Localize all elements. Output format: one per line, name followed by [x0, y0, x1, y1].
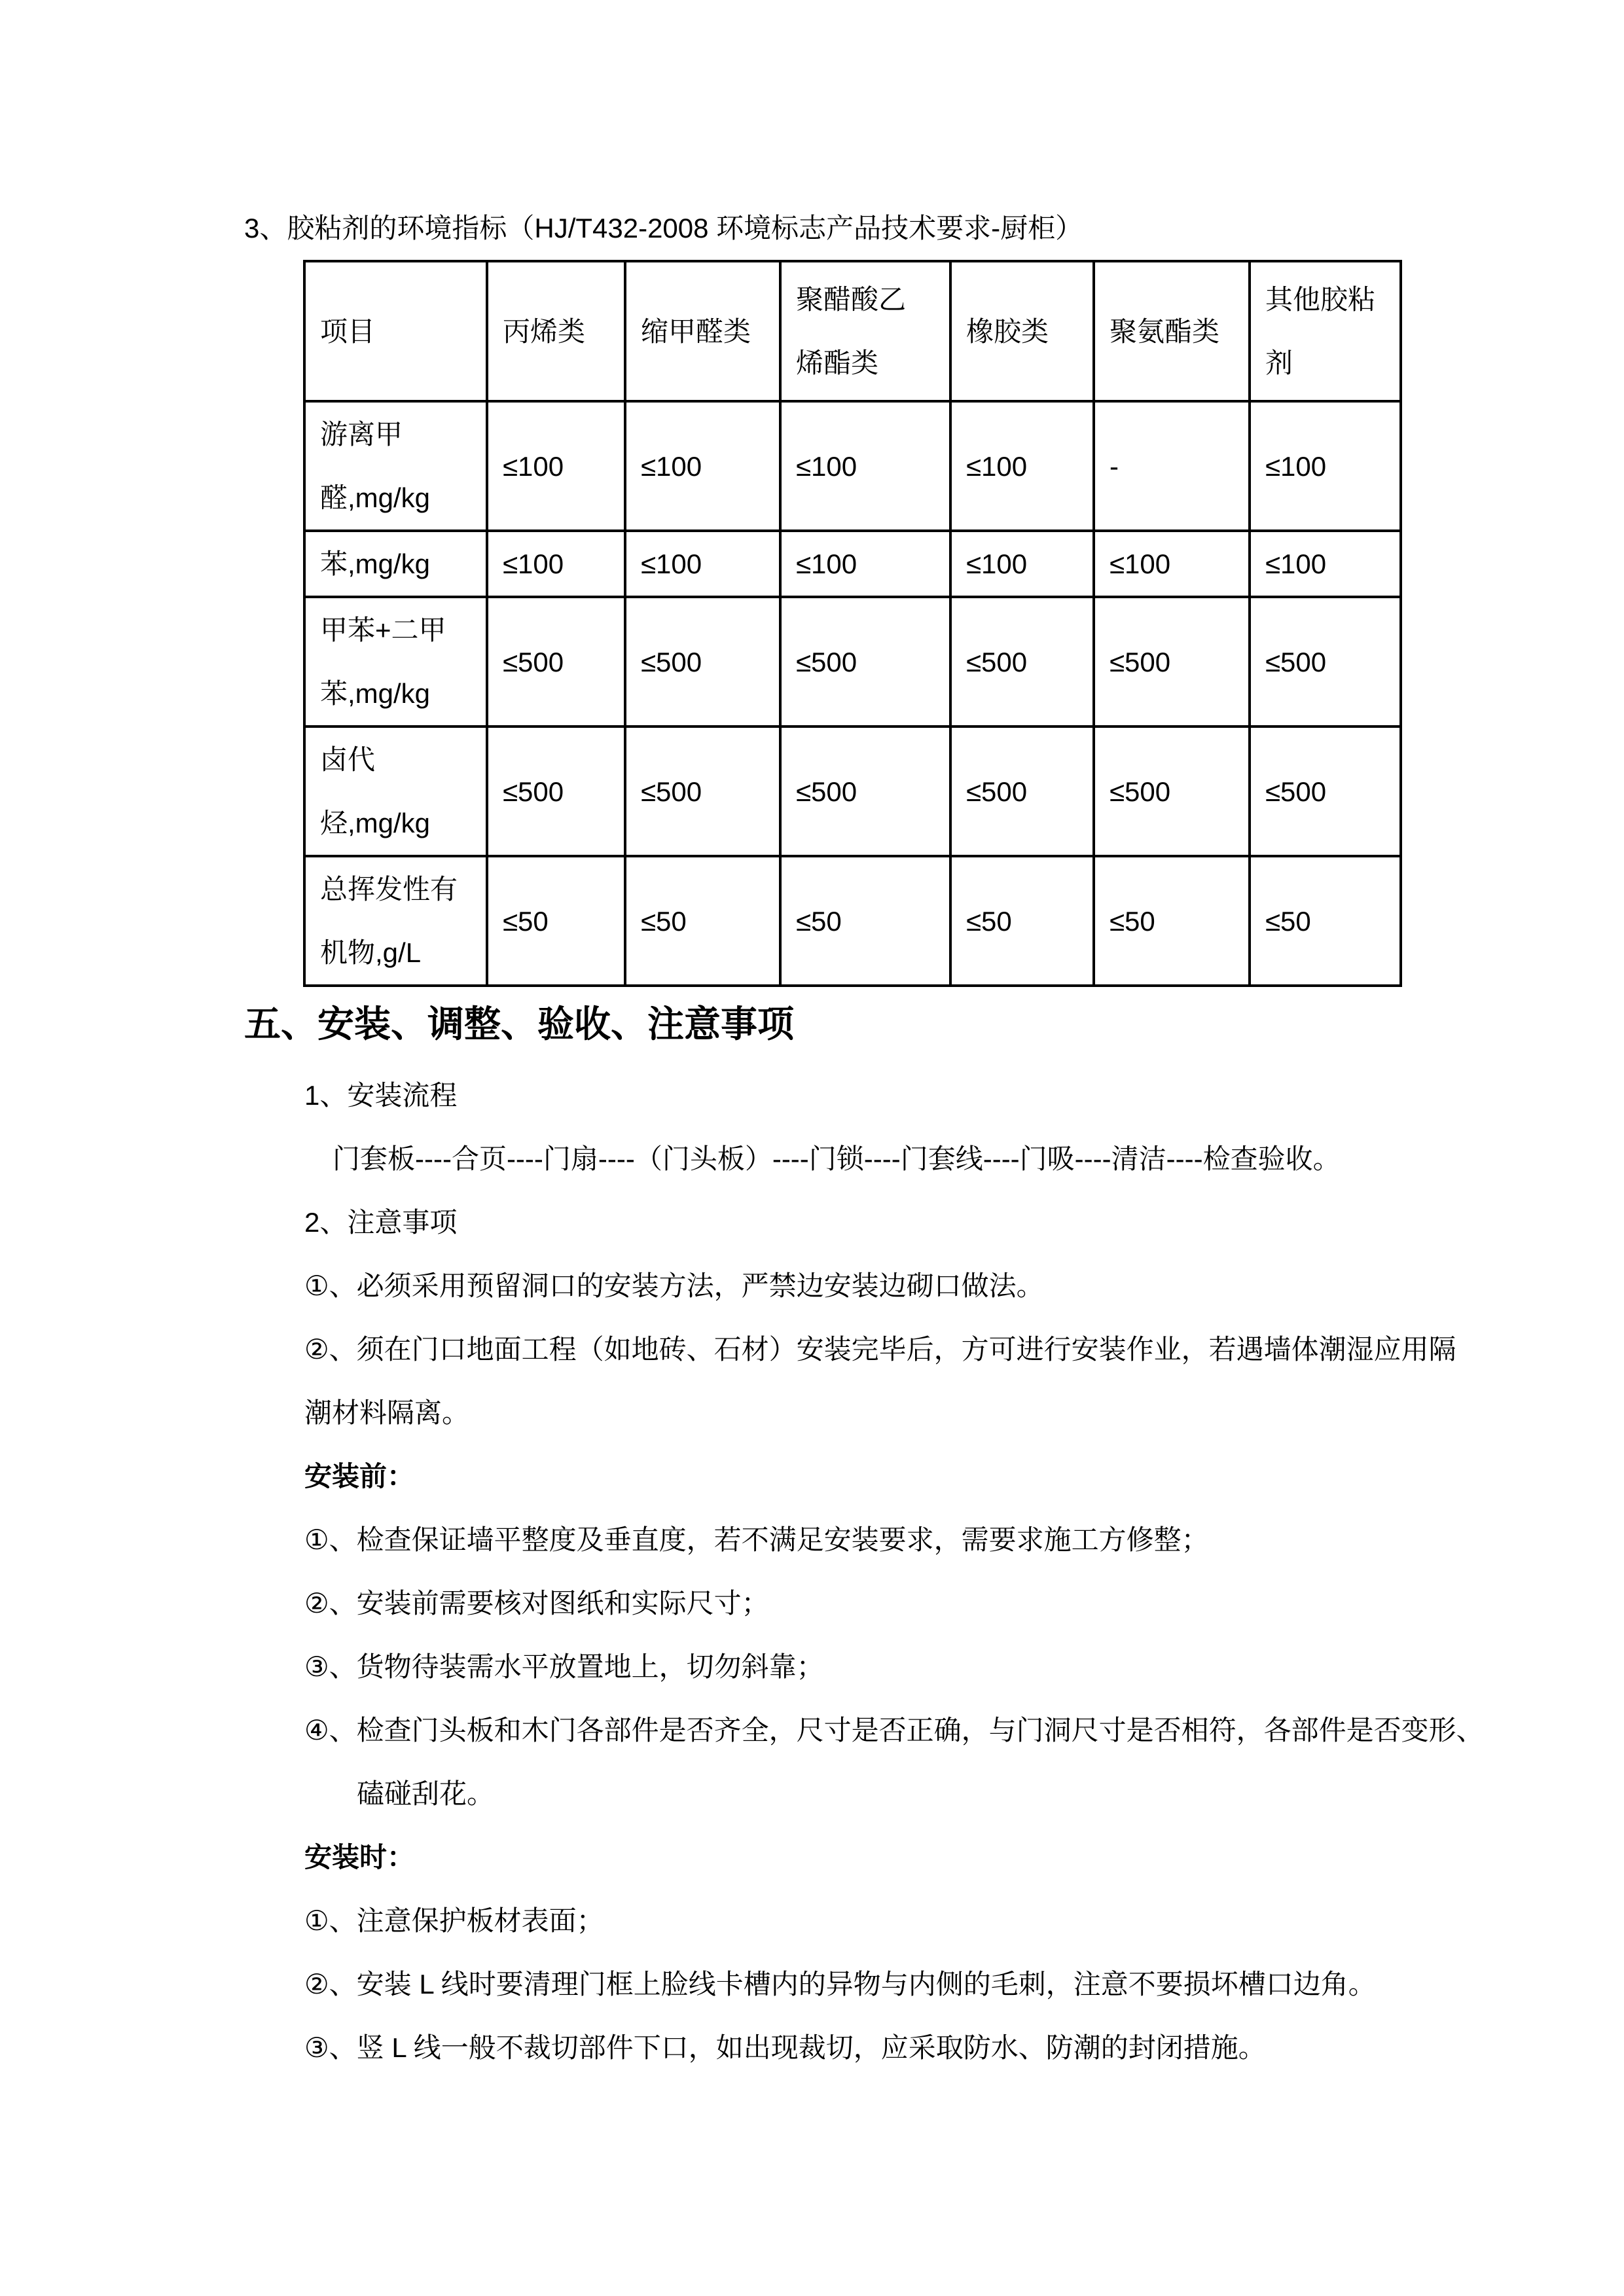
section5-heading: 五、安装、调整、验收、注意事项	[244, 1003, 794, 1045]
cell-value: ≤50	[780, 856, 950, 986]
cell-value: ≤50	[1250, 856, 1401, 986]
cell-value: ≤100	[487, 531, 625, 597]
cell-value: ≤100	[1250, 401, 1401, 531]
cell-value: ≤500	[487, 597, 625, 726]
table-row	[304, 531, 1401, 597]
during-item-1: ①、注意保护板材表面；	[304, 1905, 604, 1936]
install-flow-sequence: 门套板----合页----门扇----（门头板）----门锁----门套线----门吸----清洁----检查验收。	[333, 1143, 1341, 1174]
cell-value: ≤50	[487, 856, 625, 986]
note-2-line2: 潮材料隔离。	[304, 1397, 470, 1428]
table-header-row	[304, 261, 1401, 401]
note-1: ①、必须采用预留洞口的安装方法，严禁边安装边砌口做法。	[304, 1270, 1044, 1301]
column-header: 聚氨酯类	[1094, 261, 1250, 401]
column-header: 丙烯类	[487, 261, 625, 401]
cell-value: ≤50	[1094, 856, 1250, 986]
table-body	[304, 401, 1401, 986]
cell-value: ≤100	[1250, 531, 1401, 597]
row-label: 游离甲 醛,mg/kg	[304, 401, 487, 531]
table-row	[304, 726, 1401, 856]
cell-value: ≤50	[950, 856, 1094, 986]
cell-value: -	[1094, 401, 1250, 531]
before-item-3: ③、货物待装需水平放置地上，切勿斜靠；	[304, 1651, 824, 1682]
cell-value: ≤500	[780, 597, 950, 726]
cell-value: ≤100	[487, 401, 625, 531]
table-row	[304, 401, 1401, 531]
row-label: 卤代 烃,mg/kg	[304, 726, 487, 856]
column-header: 缩甲醛类	[625, 261, 780, 401]
section3-heading: 3、胶粘剂的环境指标（HJ/T432-2008 环境标志产品技术要求-厨柜）	[244, 213, 1083, 243]
table-row	[304, 856, 1401, 986]
notes-label: 2、注意事项	[304, 1207, 458, 1238]
cell-value: ≤500	[950, 726, 1094, 856]
column-header: 聚醋酸乙 烯酯类	[780, 261, 950, 401]
before-item-2: ②、安装前需要核对图纸和实际尺寸；	[304, 1588, 769, 1619]
cell-value: ≤100	[950, 401, 1094, 531]
during-item-3: ③、竖 L 线一般不裁切部件下口，如出现裁切，应采取防水、防潮的封闭措施。	[304, 2032, 1266, 2063]
before-install-label: 安装前：	[304, 1461, 415, 1492]
cell-value: ≤500	[1094, 597, 1250, 726]
before-item-1: ①、检查保证墙平整度及垂直度，若不满足安装要求，需要求施工方修整；	[304, 1524, 1209, 1555]
cell-value: ≤50	[625, 856, 780, 986]
cell-value: ≤100	[625, 531, 780, 597]
cell-value: ≤500	[950, 597, 1094, 726]
column-header: 橡胶类	[950, 261, 1094, 401]
during-install-label: 安装时：	[304, 1842, 415, 1873]
install-flow-label: 1、安装流程	[304, 1080, 458, 1111]
cell-value: ≤100	[780, 531, 950, 597]
row-label: 总挥发性有 机物,g/L	[304, 856, 487, 986]
note-2-line1: ②、须在门口地面工程（如地砖、石材）安装完毕后，方可进行安装作业，若遇墙体潮湿应用隔	[304, 1334, 1456, 1365]
cell-value: ≤100	[625, 401, 780, 531]
before-item-4-line2: 磕碰刮花。	[357, 1778, 495, 1809]
cell-value: ≤500	[487, 726, 625, 856]
column-header: 其他胶粘 剂	[1250, 261, 1401, 401]
cell-value: ≤100	[1094, 531, 1250, 597]
adhesive-env-table	[303, 260, 1402, 987]
cell-value: ≤500	[780, 726, 950, 856]
cell-value: ≤500	[625, 597, 780, 726]
row-label: 甲苯+二甲 苯,mg/kg	[304, 597, 487, 726]
cell-value: ≤500	[1094, 726, 1250, 856]
row-label: 苯,mg/kg	[304, 531, 487, 597]
table-row	[304, 597, 1401, 726]
before-item-4-line1: ④、检查门头板和木门各部件是否齐全，尺寸是否正确，与门洞尺寸是否相符，各部件是否变形、	[304, 1715, 1484, 1746]
cell-value: ≤500	[1250, 726, 1401, 856]
cell-value: ≤500	[625, 726, 780, 856]
section5-body	[244, 1064, 1506, 2079]
during-item-2: ②、安装 L 线时要清理门框上脸线卡槽内的异物与内侧的毛刺，注意不要损坏槽口边角。	[304, 1969, 1376, 2000]
cell-value: ≤100	[780, 401, 950, 531]
column-header: 项目	[304, 261, 487, 401]
cell-value: ≤100	[950, 531, 1094, 597]
cell-value: ≤500	[1250, 597, 1401, 726]
